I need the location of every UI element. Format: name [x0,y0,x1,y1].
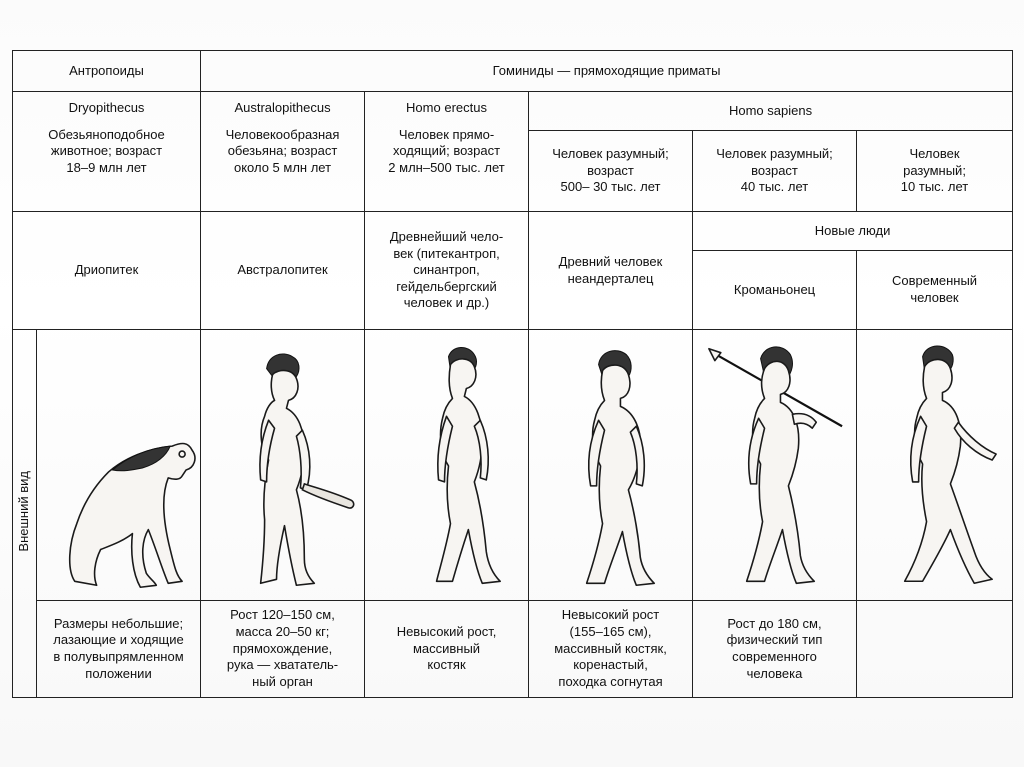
neanderthal-name: Древний человек неандерталец [529,212,693,330]
dryopithecus-age: Обезьяноподобное животное; возраст 18–9 млн лет [48,126,165,175]
descriptions-row [13,601,1013,698]
dryopithecus-desc: Размеры небольшие; лазающие и ходящие в полувыпрямленном положении [37,601,201,698]
cromagnon-figure-cell [693,330,857,601]
sapiens-age-2: Человек разумный; возраст 40 тыс. лет [693,131,857,212]
modern-name: Современный человек [857,251,1013,330]
new-people-header: Новые люди [693,212,1013,251]
figures-row [13,330,1013,601]
cromagnon-desc: Рост до 180 см, физический тип современного человека [693,601,857,698]
australopithecus-latin-cell [201,92,365,212]
modern-figure-cell [857,330,1013,601]
appearance-label: Внешний вид [16,470,32,552]
australopithecus-latin: Australopithecus [234,100,331,115]
neanderthal-desc: Невысокий рост (155–165 см), массивный костяк, коренастый, походка согнутая [529,601,693,698]
anthropoids-header: Антропоиды [13,51,201,92]
crouching-ape-figure [37,330,200,600]
homo-erectus-age: Человек прямо- ходящий; возраст 2 млн–500 тыс. лет [388,126,505,175]
sapiens-age-3: Человек разумный; 10 тыс. лет [857,131,1013,212]
dryopithecus-latin: Dryopithecus [68,100,145,115]
homo-erectus-name: Древнейший чело- век (питекантроп, синантроп, гейдельбергский человек и др.) [365,212,529,330]
homo-erectus-walking-figure [365,330,528,600]
names-row [13,212,1013,251]
latin-row [13,92,1013,131]
australopithecus-name: Австралопитек [201,212,365,330]
australopithecus-desc: Рост 120–150 см, масса 20–50 кг; прямохождение, рука — хвататель- ный орган [201,601,365,698]
neanderthal-walking-figure [529,330,692,600]
cromagnon-with-spear-figure [693,330,856,600]
neanderthal-figure-cell [529,330,693,601]
homo-sapiens-header: Homo sapiens [529,92,1013,131]
australopithecus-age: Человекообразная обезьяна; возраст около 5 млн лет [225,126,340,175]
dryopithecus-figure-cell [37,330,201,601]
cromagnon-name: Кроманьонец [693,251,857,330]
human-evolution-table [12,50,1013,698]
dryopithecus-name: Дриопитек [13,212,201,330]
dryopithecus-latin-cell [13,92,201,212]
appearance-label-cell [13,330,37,698]
homo-erectus-figure-cell [365,330,529,601]
hominids-header: Гоминиды — прямоходящие приматы [201,51,1013,92]
homo-erectus-desc: Невысокий рост, массивный костяк [365,601,529,698]
header-row [13,51,1013,92]
homo-erectus-latin-cell [365,92,529,212]
australopithecus-figure-cell [201,330,365,601]
australopithecus-with-club-figure [201,330,364,600]
modern-human-walking-figure [857,330,1012,600]
homo-erectus-latin: Homo erectus [406,100,487,115]
sapiens-age-1: Человек разумный; возраст 500– 30 тыс. лет [529,131,693,212]
modern-desc [857,601,1013,698]
